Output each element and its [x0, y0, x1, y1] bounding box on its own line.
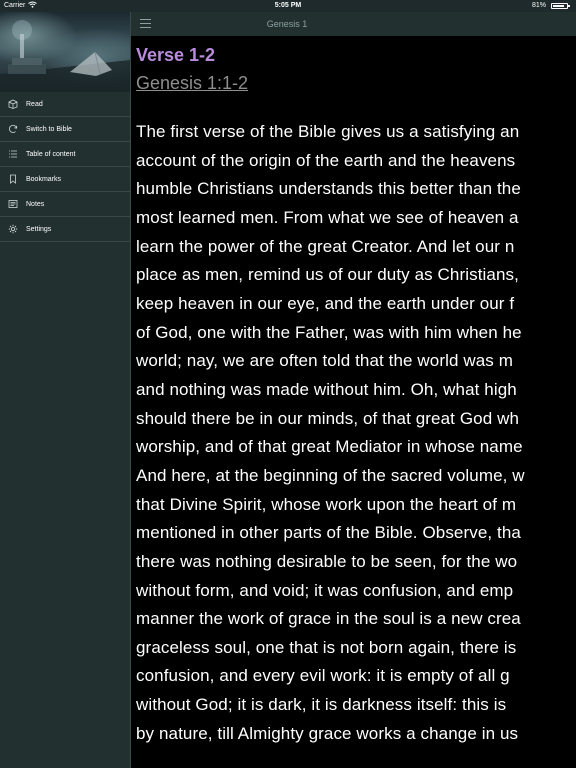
note-icon	[0, 199, 26, 209]
text-line: confusion, and every evil work: it is empty of all g	[136, 666, 510, 686]
status-time: 5:05 PM	[274, 2, 302, 9]
bookmark-icon	[0, 174, 26, 184]
text-line: humble Christians understands this better than the	[136, 179, 521, 199]
sidebar-item-label: Read	[26, 100, 43, 108]
sidebar-item-switch-to-bible[interactable]	[0, 117, 130, 142]
carrier-label: Carrier	[4, 2, 26, 9]
text-line: world; nay, we are often told that the world was m	[136, 351, 513, 371]
sidebar-item-notes[interactable]	[0, 192, 130, 217]
reading-pane[interactable]	[131, 36, 576, 768]
text-line: that Divine Spirit, whose work upon the heart of m	[136, 494, 517, 514]
text-line: worship, and of that great Mediator in whose name	[136, 437, 523, 457]
text-line: place as men, remind us of our duty as Christians,	[136, 265, 519, 285]
verse-title: Verse 1-2	[136, 45, 216, 65]
sidebar-item-label: Settings	[26, 225, 52, 233]
sidebar-item-read[interactable]	[0, 92, 130, 117]
text-line: graceless soul, one that is not born again, there is	[136, 637, 517, 657]
text-line: mentioned in other parts of the Bible. Observe, tha	[136, 523, 521, 543]
text-line: without form, and void; it was confusion, and emp	[136, 580, 514, 600]
sidebar	[0, 12, 131, 768]
sidebar-menu	[0, 92, 130, 242]
text-line: And here, at the beginning of the sacred volume, w	[136, 465, 525, 485]
battery-icon	[551, 3, 568, 9]
text-line: and nothing was made without him. Oh, what high	[136, 379, 517, 399]
gear-icon	[0, 224, 26, 234]
page-title: Genesis 1	[266, 19, 308, 29]
sidebar-item-bookmarks[interactable]	[0, 167, 130, 192]
sidebar-item-label: Table of content	[26, 150, 76, 158]
text-line: most learned men. From what we see of heaven a	[136, 207, 519, 227]
text-line: keep heaven in our eye, and the earth under our f	[136, 293, 515, 313]
box-icon	[0, 99, 26, 109]
refresh-icon	[0, 124, 26, 134]
verse-reference-link[interactable]: Genesis 1:1-2	[136, 73, 249, 93]
sidebar-item-label: Switch to Bible	[26, 125, 72, 133]
sidebar-item-table-of-content[interactable]	[0, 142, 130, 167]
status-bar	[0, 0, 576, 12]
text-line: The first verse of the Bible gives us a satisfying an	[136, 122, 520, 141]
text-line: without God; it is dark, it is darkness itself: this is	[136, 695, 507, 715]
sidebar-item-label: Bookmarks	[26, 175, 62, 183]
text-line: by nature, till Almighty grace works a change in us	[136, 723, 519, 743]
text-line: there was nothing desirable to be seen, for the wo	[136, 551, 518, 571]
top-bar	[131, 12, 576, 36]
sidebar-item-settings[interactable]	[0, 217, 130, 242]
text-line: manner the work of grace in the soul is a new crea	[136, 609, 521, 629]
list-icon	[0, 149, 26, 159]
text-line: of God, one with the Father, was with him when he	[136, 322, 522, 342]
text-line: account of the origin of the earth and the heavens	[136, 150, 516, 170]
battery-percent: 81%	[531, 2, 546, 9]
text-line: learn the power of the great Creator. And let our n	[136, 236, 515, 256]
commentary-text	[136, 118, 576, 748]
sidebar-item-label: Notes	[26, 200, 45, 208]
text-line: should there be in our minds, of that great God wh	[136, 408, 520, 428]
